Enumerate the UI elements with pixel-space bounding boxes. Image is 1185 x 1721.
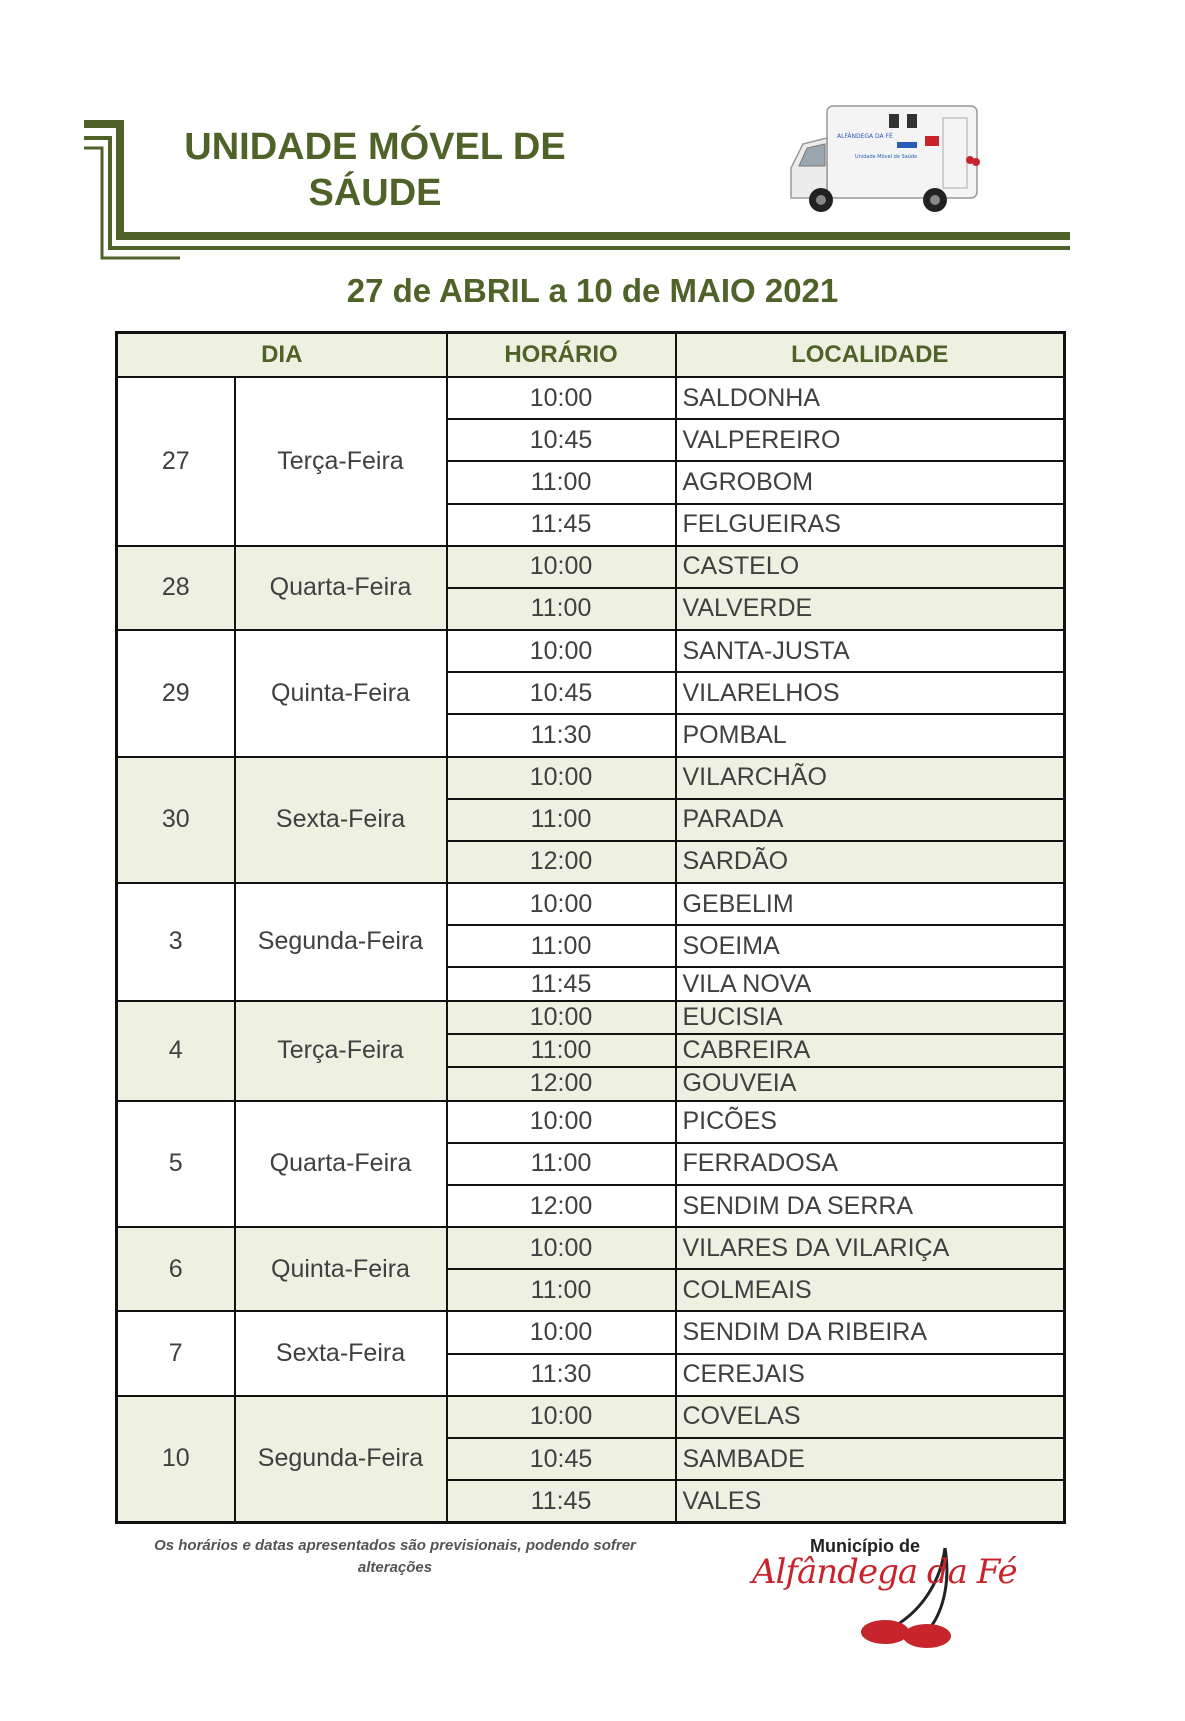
slot-locality: VALES xyxy=(676,1480,1065,1522)
slot-time: 10:45 xyxy=(447,672,676,714)
day-number: 3 xyxy=(117,883,235,1001)
slot-time: 11:00 xyxy=(447,1143,676,1185)
slot-locality: GEBELIM xyxy=(676,883,1065,925)
weekday: Segunda-Feira xyxy=(235,1396,447,1523)
page-title xyxy=(160,124,590,216)
day-number: 30 xyxy=(117,757,235,884)
slot-locality: SOEIMA xyxy=(676,925,1065,967)
day-number: 6 xyxy=(117,1227,235,1311)
slot-locality: SENDIM DA SERRA xyxy=(676,1185,1065,1227)
slot-locality: FERRADOSA xyxy=(676,1143,1065,1185)
logo-small-text: Município de xyxy=(810,1536,920,1556)
table-row xyxy=(117,630,1065,672)
slot-time: 10:00 xyxy=(447,1001,676,1034)
slot-time: 11:00 xyxy=(447,1269,676,1311)
slot-time: 11:00 xyxy=(447,925,676,967)
weekday: Quarta-Feira xyxy=(235,546,447,630)
weekday: Terça-Feira xyxy=(235,1001,447,1101)
slot-locality: SARDÃO xyxy=(676,841,1065,883)
slot-time: 10:00 xyxy=(447,1227,676,1269)
day-number: 7 xyxy=(117,1311,235,1395)
weekday: Sexta-Feira xyxy=(235,757,447,884)
slot-time: 10:45 xyxy=(447,1438,676,1480)
slot-locality: CASTELO xyxy=(676,546,1065,588)
header-dia: DIA xyxy=(117,333,447,378)
slot-locality: COLMEAIS xyxy=(676,1269,1065,1311)
slot-time: 10:00 xyxy=(447,630,676,672)
slot-locality: POMBAL xyxy=(676,714,1065,756)
van-label-2: Unidade Móvel de Saúde xyxy=(855,154,918,160)
slot-time: 11:00 xyxy=(447,461,676,503)
table-row xyxy=(117,1101,1065,1143)
slot-time: 11:45 xyxy=(447,504,676,546)
day-number: 28 xyxy=(117,546,235,630)
weekday: Sexta-Feira xyxy=(235,1311,447,1395)
slot-locality: FELGUEIRAS xyxy=(676,504,1065,546)
slot-locality: CEREJAIS xyxy=(676,1354,1065,1396)
slot-locality: SENDIM DA RIBEIRA xyxy=(676,1311,1065,1353)
slot-locality: AGROBOM xyxy=(676,461,1065,503)
slot-time: 10:00 xyxy=(447,377,676,419)
slot-time: 10:00 xyxy=(447,757,676,799)
weekday: Quinta-Feira xyxy=(235,630,447,757)
slot-locality: SANTA-JUSTA xyxy=(676,630,1065,672)
slot-locality: PICÕES xyxy=(676,1101,1065,1143)
slot-time: 10:00 xyxy=(447,1396,676,1438)
day-number: 4 xyxy=(117,1001,235,1101)
slot-time: 11:45 xyxy=(447,1480,676,1522)
disclaimer-note: Os horários e datas apresentados são previsionais, podendo sofrer alterações xyxy=(154,1537,636,1576)
title-line-1: UNIDADE MÓVEL DE xyxy=(184,126,566,168)
weekday: Segunda-Feira xyxy=(235,883,447,1001)
table-row xyxy=(117,1227,1065,1269)
slot-time: 12:00 xyxy=(447,1185,676,1227)
slot-time: 10:00 xyxy=(447,1101,676,1143)
table-row xyxy=(117,757,1065,799)
header-horario: HORÁRIO xyxy=(447,333,676,378)
slot-locality: VILARCHÃO xyxy=(676,757,1065,799)
table-row xyxy=(117,1001,1065,1034)
slot-locality: VILARELHOS xyxy=(676,672,1065,714)
slot-time: 12:00 xyxy=(447,1067,676,1100)
slot-locality: VALVERDE xyxy=(676,588,1065,630)
slot-locality: GOUVEIA xyxy=(676,1067,1065,1100)
slot-locality: SAMBADE xyxy=(676,1438,1065,1480)
header-localidade: LOCALIDADE xyxy=(676,333,1065,378)
table-row xyxy=(117,1311,1065,1353)
slot-locality: EUCISIA xyxy=(676,1001,1065,1034)
schedule-table xyxy=(115,331,1066,1524)
table-header-row xyxy=(117,333,1065,378)
slot-time: 10:45 xyxy=(447,419,676,461)
weekday: Quinta-Feira xyxy=(235,1227,447,1311)
slot-time: 10:00 xyxy=(447,883,676,925)
mobile-health-van-image xyxy=(785,98,985,216)
day-number: 27 xyxy=(117,377,235,546)
slot-time: 11:45 xyxy=(447,967,676,1000)
slot-time: 11:30 xyxy=(447,714,676,756)
slot-locality: VALPEREIRO xyxy=(676,419,1065,461)
slot-time: 12:00 xyxy=(447,841,676,883)
slot-locality: PARADA xyxy=(676,799,1065,841)
slot-locality: VILA NOVA xyxy=(676,967,1065,1000)
table-row xyxy=(117,546,1065,588)
table-row xyxy=(117,1396,1065,1438)
slot-time: 11:00 xyxy=(447,799,676,841)
title-line-2: SÁUDE xyxy=(308,172,442,214)
slot-locality: SALDONHA xyxy=(676,377,1065,419)
slot-locality: CABREIRA xyxy=(676,1034,1065,1067)
day-number: 10 xyxy=(117,1396,235,1523)
table-row xyxy=(117,883,1065,925)
slot-locality: VILARES DA VILARIÇA xyxy=(676,1227,1065,1269)
date-range-heading: 27 de ABRIL a 10 de MAIO 2021 xyxy=(346,272,839,309)
day-number: 5 xyxy=(117,1101,235,1228)
slot-time: 11:00 xyxy=(447,588,676,630)
slot-time: 10:00 xyxy=(447,546,676,588)
day-number: 29 xyxy=(117,630,235,757)
logo-script-text: Alfândega da Fé xyxy=(752,1552,1017,1592)
slot-time: 11:00 xyxy=(447,1034,676,1067)
slot-time: 10:00 xyxy=(447,1311,676,1353)
schedule-body xyxy=(117,377,1065,1523)
van-label: ALFÂNDEGA DA FÉ xyxy=(837,133,893,140)
table-row xyxy=(117,377,1065,419)
slot-locality: COVELAS xyxy=(676,1396,1065,1438)
weekday: Terça-Feira xyxy=(235,377,447,546)
slot-time: 11:30 xyxy=(447,1354,676,1396)
weekday: Quarta-Feira xyxy=(235,1101,447,1228)
